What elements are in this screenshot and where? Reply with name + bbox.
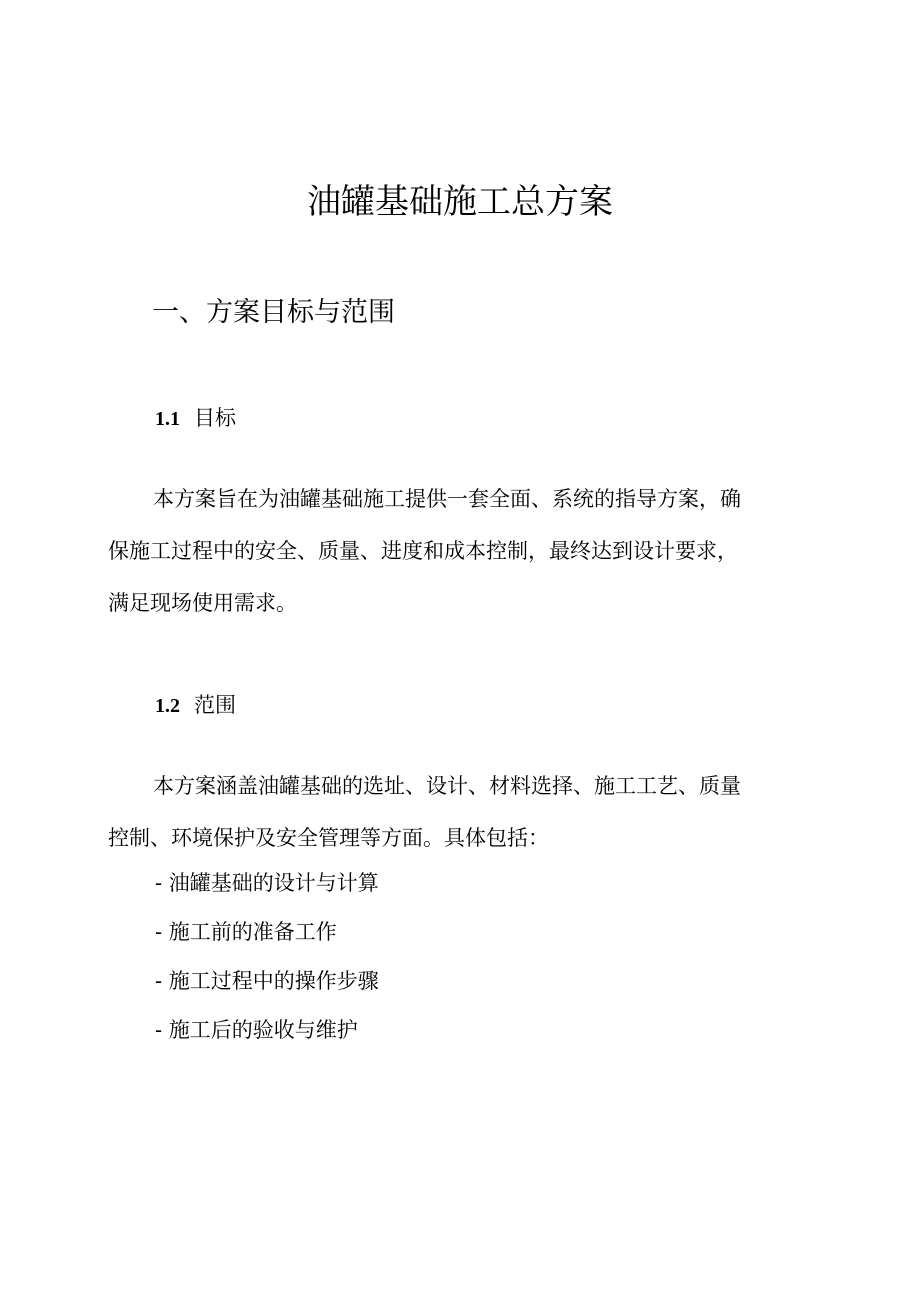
scope-paragraph bbox=[108, 760, 741, 864]
subsection-label: 范围 bbox=[194, 693, 236, 717]
scope-list bbox=[155, 862, 379, 1058]
subsection-number: 1.1 bbox=[155, 408, 180, 430]
paragraph-line: 本方案旨在为油罐基础施工提供一套全面、系统的指导方案，确 bbox=[153, 487, 741, 511]
subsection-number: 1.2 bbox=[155, 695, 180, 717]
paragraph-line: 本方案涵盖油罐基础的选址、设计、材料选择、施工工艺、质量 bbox=[153, 774, 741, 798]
subsection-heading-1-2 bbox=[155, 689, 236, 722]
paragraph-line: 控制、环境保护及安全管理等方面。具体包括： bbox=[108, 826, 549, 850]
paragraph-line: 满足现场使用需求。 bbox=[108, 591, 297, 615]
section-heading-1: 一、方案目标与范围 bbox=[152, 297, 395, 328]
goal-paragraph bbox=[108, 473, 741, 629]
list-item: - 施工前的准备工作 bbox=[155, 920, 337, 944]
list-item: - 施工后的验收与维护 bbox=[155, 1018, 358, 1042]
subsection-label: 目标 bbox=[194, 406, 236, 430]
list-item: - 油罐基础的设计与计算 bbox=[155, 871, 379, 895]
document-title: 油罐基础施工总方案 bbox=[307, 182, 613, 222]
subsection-heading-1-1 bbox=[155, 402, 236, 435]
paragraph-line: 保施工过程中的安全、质量、进度和成本控制，最终达到设计要求， bbox=[108, 539, 738, 563]
list-item: - 施工过程中的操作步骤 bbox=[155, 969, 379, 993]
